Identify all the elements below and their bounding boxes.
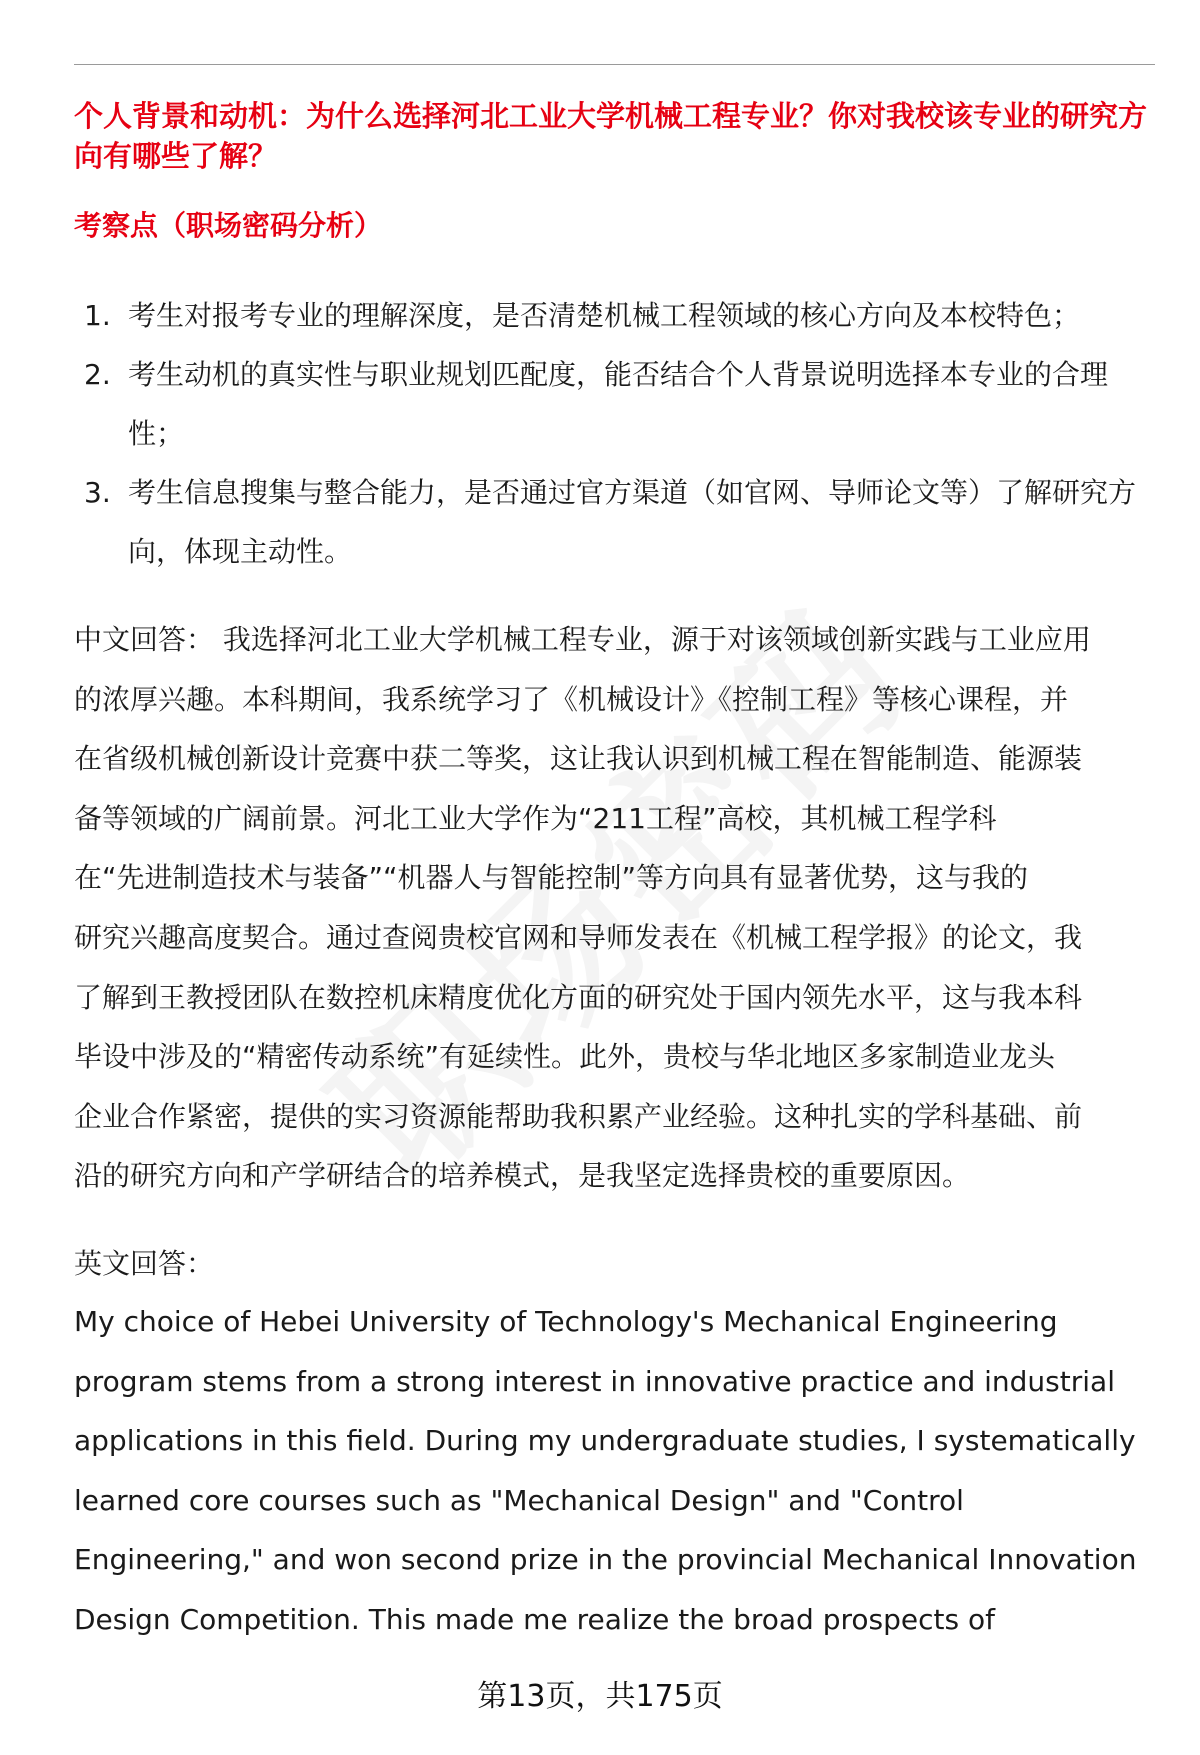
section-heading: 考察点（职场密码分析） — [74, 209, 383, 242]
interview-question: 个人背景和动机：为什么选择河北工业大学机械工程专业？你对我校该专业的研究方向有哪些了解？ — [74, 99, 1148, 173]
list-item — [74, 463, 1159, 581]
text-line: 沿的研究方向和产学研结合的培养模式，是我坚定选择贵校的重要原因。 — [74, 1159, 971, 1193]
text-line: Design Competition. This made me realize the broad prospects of — [74, 1602, 995, 1636]
page-number-footer: 第13页，共175页 — [477, 1679, 723, 1714]
text-line: My choice of Hebei University of Technology's Mechanical Engineering — [74, 1305, 1058, 1338]
list-number: 1. — [84, 299, 111, 332]
list-item-text: 考生信息搜集与整合能力，是否通过官方渠道（如官网、导师论文等）了解研究方向，体现主动性。 — [128, 476, 1137, 568]
english-answer-label: 英文回答： — [74, 1247, 215, 1280]
text-line: applications in this field. During my undergraduate studies, I systematically — [74, 1424, 1136, 1458]
list-item-text: 考生对报考专业的理解深度，是否清楚机械工程领域的核心方向及本校特色； — [128, 299, 1081, 332]
list-item — [74, 286, 1159, 345]
header-rule — [74, 64, 1155, 65]
list-number: 2. — [84, 358, 111, 391]
text-line: Engineering," and won second prize in the provincial Mechanical Innovation — [74, 1543, 1137, 1577]
text-line: 在“先进制造技术与装备”“机器人与智能控制”等方向具有显著优势，这与我的 — [74, 861, 1029, 895]
text-line: 中文回答： 我选择河北工业大学机械工程专业，源于对该领域创新实践与工业应用 — [74, 623, 1091, 656]
text-line: 企业合作紧密，提供的实习资源能帮助我积累产业经验。这种扎实的学科基础、前 — [74, 1099, 1083, 1133]
text-line: 在省级机械创新设计竞赛中获二等奖，这让我认识到机械工程在智能制造、能源装 — [74, 742, 1083, 776]
text-line: 的浓厚兴趣。本科期间，我系统学习了《机械设计》《控制工程》等核心课程，并 — [74, 682, 1069, 716]
list-number: 3. — [84, 476, 111, 509]
text-line: 研究兴趣高度契合。通过查阅贵校官网和导师发表在《机械工程学报》的论文，我 — [74, 920, 1083, 954]
text-line: learned core courses such as "Mechanical Design" and "Control — [74, 1483, 964, 1517]
chinese-answer — [74, 610, 1164, 1206]
text-line: 了解到王教授团队在数控机床精度优化方面的研究处于国内领先水平，这与我本科 — [74, 980, 1083, 1014]
text-line: 备等领域的广阔前景。河北工业大学作为“211工程”高校，其机械工程学科 — [74, 801, 997, 835]
text-line: 毕设中涉及的“精密传动系统”有延续性。此外，贵校与华北地区多家制造业龙头 — [74, 1040, 1056, 1074]
text-line: program stems from a strong interest in innovative practice and industrial — [74, 1364, 1115, 1398]
assessment-points-list — [74, 286, 1159, 581]
english-answer — [74, 1292, 1164, 1650]
list-item-text: 考生动机的真实性与职业规划匹配度，能否结合个人背景说明选择本专业的合理性； — [128, 358, 1109, 450]
list-item — [74, 345, 1159, 463]
